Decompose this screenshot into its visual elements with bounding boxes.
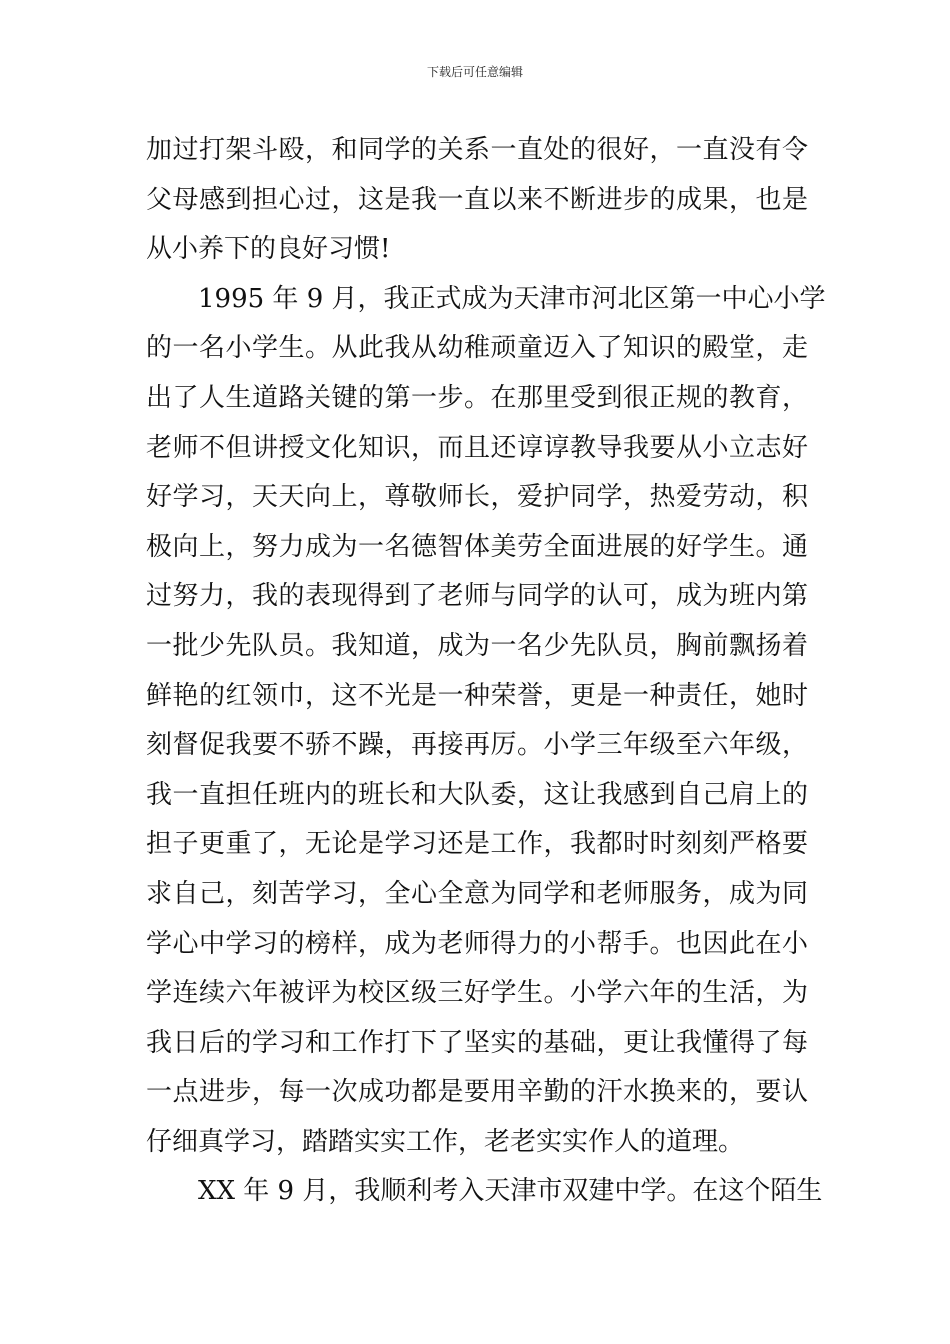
text-line: 父母感到担心过，这是我一直以来不断进步的成果，也是	[146, 184, 808, 215]
text-line: 求自己，刻苦学习，全心全意为同学和老师服务，成为同	[146, 878, 808, 909]
document-body	[146, 126, 826, 1217]
text-line: 刻督促我要不骄不躁，再接再厉。小学三年级至六年级，	[146, 730, 808, 761]
text-line: 我日后的学习和工作打下了坚实的基础，更让我懂得了每	[146, 1027, 808, 1058]
text-line: 1995 年 9 月，我正式成为天津市河北区第一中心小学	[198, 283, 826, 314]
text-line: 仔细真学习，踏踏实实工作，老老实实作人的道理。	[146, 1126, 745, 1157]
text-line: 我一直担任班内的班长和大队委，这让我感到自己肩上的	[146, 779, 808, 810]
page-header: 下载后可任意编辑	[426, 65, 523, 79]
text-line: 鲜艳的红领巾，这不光是一种荣誉，更是一种责任，她时	[146, 680, 808, 711]
text-line: 学连续六年被评为校区级三好学生。小学六年的生活，为	[146, 978, 808, 1009]
text-line: 学心中学习的榜样，成为老师得力的小帮手。也因此在小	[146, 928, 808, 959]
text-line: 担子更重了，无论是学习还是工作，我都时时刻刻严格要	[146, 829, 808, 860]
text-line: 好学习，天天向上，尊敬师长，爱护同学，热爱劳动，积	[146, 482, 808, 513]
text-line: 从小养下的良好习惯!	[146, 234, 391, 265]
text-line: 一点进步，每一次成功都是要用辛勤的汗水换来的，要认	[146, 1077, 808, 1108]
text-line: 一批少先队员。我知道，成为一名少先队员，胸前飘扬着	[146, 630, 808, 661]
text-line: 出了人生道路关键的第一步。在那里受到很正规的教育，	[146, 382, 808, 413]
text-line: 加过打架斗殴，和同学的关系一直处的很好，一直没有令	[146, 135, 808, 165]
text-line: 的一名小学生。从此我从幼稚顽童迈入了知识的殿堂，走	[146, 333, 808, 364]
text-line: XX 年 9 月，我顺利考入天津市双建中学。在这个陌生	[198, 1176, 823, 1207]
text-line: 老师不但讲授文化知识，而且还谆谆教导我要从小立志好	[146, 432, 808, 463]
text-line: 过努力，我的表现得到了老师与同学的认可，成为班内第	[146, 581, 808, 612]
text-line: 极向上，努力成为一名德智体美劳全面进展的好学生。通	[146, 531, 808, 562]
